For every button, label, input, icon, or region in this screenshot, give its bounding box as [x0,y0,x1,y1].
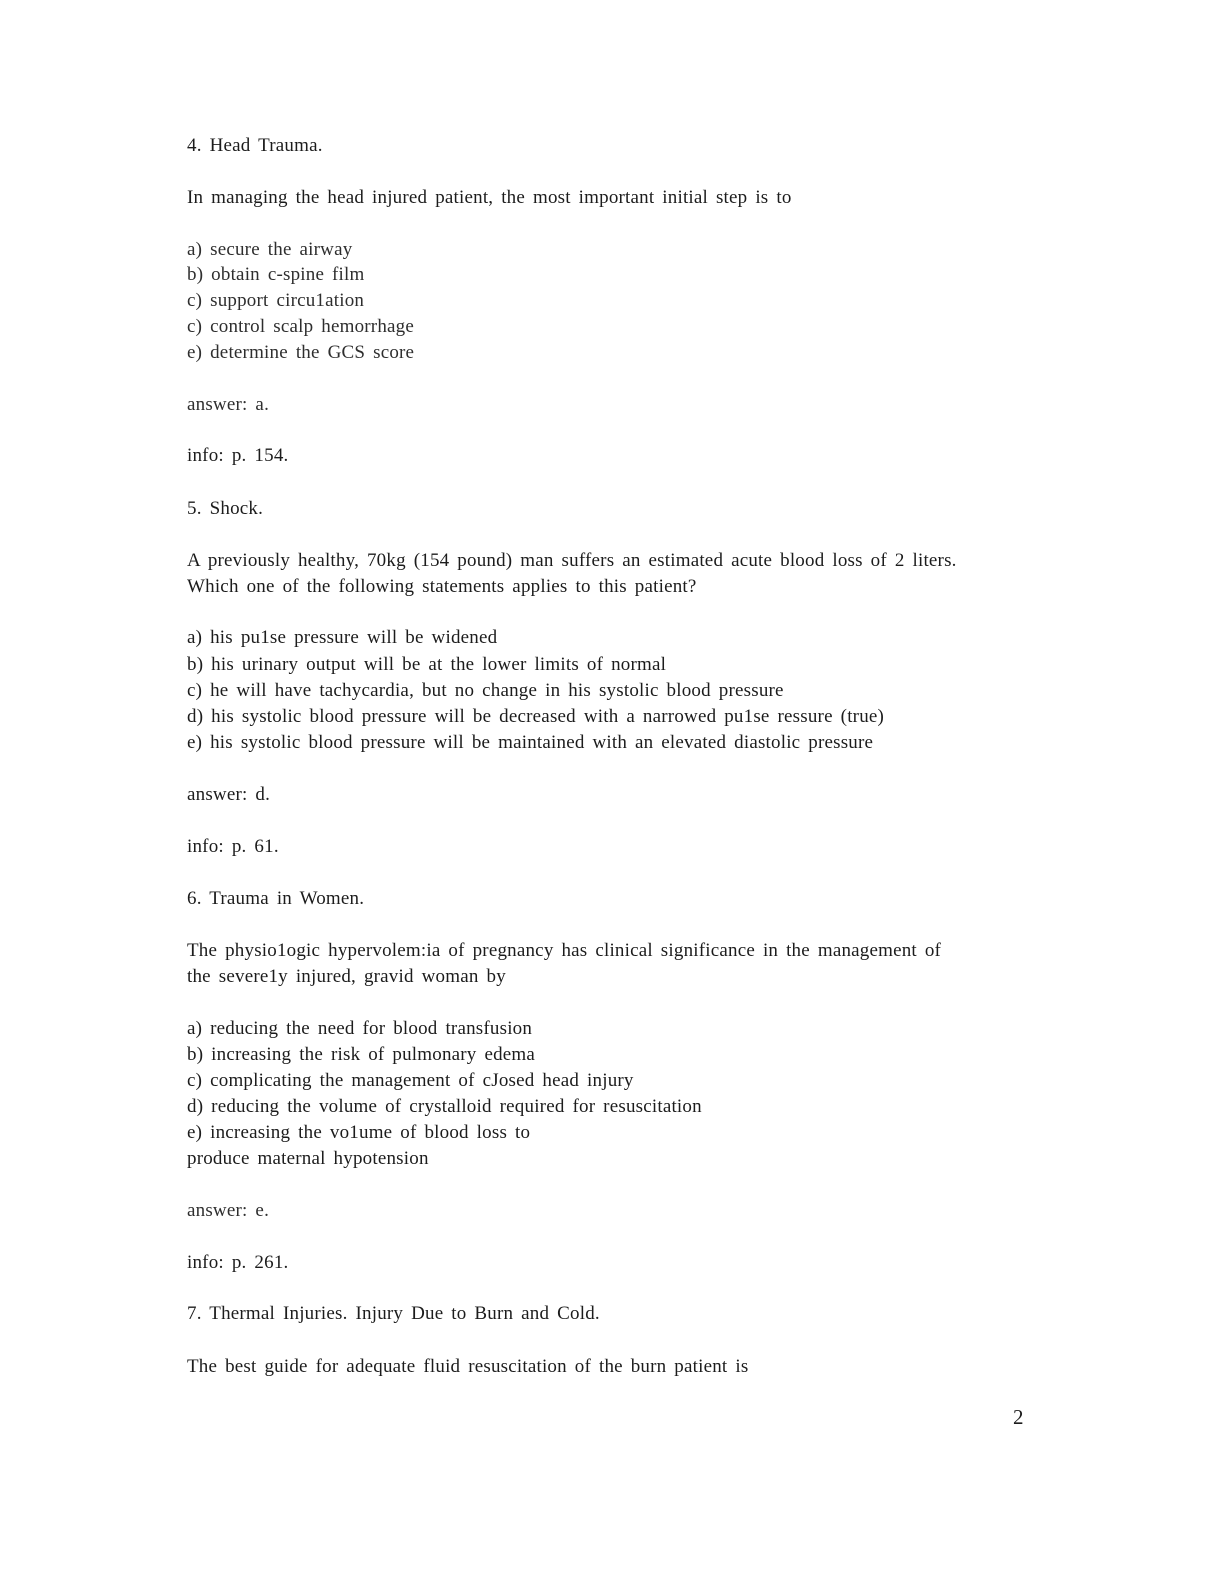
question-5-stem-line-2: Which one of the following statements applies to this patient? [187,576,697,597]
page-number: 2 [1013,1405,1024,1429]
question-6-option-e-continued: produce maternal hypotension [187,1148,429,1169]
question-6-option-d: d) reducing the volume of crystalloid required for resuscitation [187,1096,702,1117]
question-5-option-c: c) he will have tachycardia, but no change in his systolic blood pressure [187,680,784,701]
question-7-heading: 7. Thermal Injuries. Injury Due to Burn and Cold. [187,1303,600,1324]
question-6-option-e: e) increasing the vo1ume of blood loss to [187,1122,531,1143]
question-5-option-e: e) his systolic blood pressure will be maintained with an elevated diastolic pressure [187,732,874,753]
question-6-stem-line-1: The physio1ogic hypervolem:ia of pregnancy has clinical significance in the management of [187,940,942,961]
question-6-stem-line-2: the severe1y injured, gravid woman by [187,966,506,987]
question-4-option-e: e) determine the GCS score [187,342,415,363]
question-6-info: info: p. 261. [187,1252,289,1273]
question-7-stem-line-1: The best guide for adequate fluid resuscitation of the burn patient is [187,1356,749,1377]
question-5-option-d: d) his systolic blood pressure will be decreased with a narrowed pu1se ressure (true) [187,706,885,727]
question-4-option-d: c) control scalp hemorrhage [187,316,414,337]
question-5-option-b: b) his urinary output will be at the lower limits of normal [187,654,667,675]
question-4-answer: answer: a. [187,394,270,415]
question-6-answer: answer: e. [187,1200,270,1221]
question-4-option-a: a) secure the airway [187,239,353,260]
question-6-option-a: a) reducing the need for blood transfusion [187,1018,533,1039]
question-6-option-c: c) complicating the management of cJosed head injury [187,1070,634,1091]
question-5-answer: answer: d. [187,784,271,805]
question-4-option-c: c) support circu1ation [187,290,365,311]
question-4-stem-line-1: In managing the head injured patient, the most important initial step is to [187,187,792,208]
question-5-info: info: p. 61. [187,836,279,857]
question-4-heading: 4. Head Trauma. [187,135,323,156]
question-5-heading: 5. Shock. [187,498,264,519]
question-4-info: info: p. 154. [187,445,289,466]
question-6-heading: 6. Trauma in Women. [187,888,365,909]
question-5-option-a: a) his pu1se pressure will be widened [187,627,498,648]
question-4-option-b: b) obtain c-spine film [187,264,365,285]
question-5-stem-line-1: A previously healthy, 70kg (154 pound) man suffers an estimated acute blood loss of 2 liters. [187,550,957,571]
question-6-option-b: b) increasing the risk of pulmonary edema [187,1044,536,1065]
